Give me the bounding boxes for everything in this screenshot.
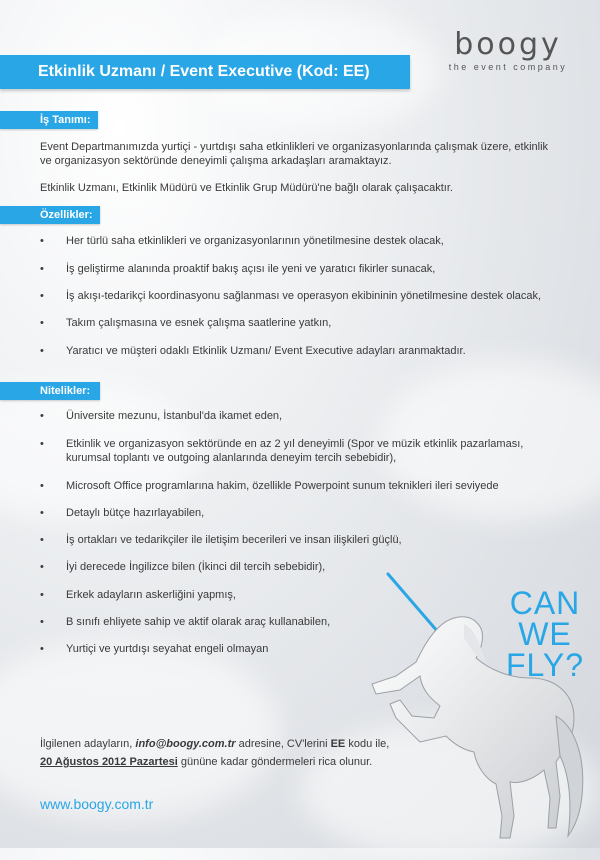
company-logo: [438, 27, 578, 72]
bullet: •: [40, 410, 44, 422]
contact-email-link[interactable]: info@boogy.com.tr: [135, 738, 236, 750]
bullet: •: [40, 438, 44, 450]
list-item-text: Microsoft Office programlarına hakim, özellikle Powerpoint sunum teknikleri ileri seviyede: [66, 480, 499, 492]
list-item-text: Detaylı bütçe hazırlayabilen,: [66, 507, 205, 519]
job-title-banner: [0, 55, 410, 89]
application-instructions: [40, 737, 389, 751]
bullet: •: [40, 235, 44, 247]
bullet: •: [40, 616, 44, 628]
list-item-text: Yaratıcı ve müşteri odaklı Etkinlik Uzmanı/ Event Executive adayları aranmaktadır.: [66, 345, 466, 357]
bullet: •: [40, 643, 44, 655]
list-item-text: İyi derecede İngilizce bilen (İkinci dil tercih sebebidir),: [66, 561, 326, 573]
job-description-paragraph: Etkinlik Uzmanı, Etkinlik Müdürü ve Etkinlik Grup Müdürü'ne bağlı olarak çalışacaktır.: [40, 182, 453, 194]
list-item-text: Yurtiçi ve yurtdışı seyahat engeli olmayan: [66, 643, 269, 655]
bullet: •: [40, 561, 44, 573]
footer-text: İlgilenen adayların,: [40, 738, 136, 750]
list-item-text: Etkinlik ve organizasyon sektöründe en az 2 yıl deneyimli (Spor ve müzik etkinlik pazarlaması, kurumsal toplantı ve outgoing alanlarında deneyim tercih sebebidir),: [66, 438, 524, 464]
bullet: •: [40, 507, 44, 519]
bullet: •: [40, 263, 44, 275]
footer-text: adresine, CV'lerini: [235, 738, 331, 750]
list-item-text: Erkek adayların askerliğini yapmış,: [66, 589, 236, 601]
list-item-text: Her türlü saha etkinlikleri ve organizasyonlarının yönetilmesine destek olacak,: [66, 235, 444, 247]
list-item-text: Üniversite mezunu, İstanbul'da ikamet eden,: [66, 410, 283, 422]
job-description-paragraph: Event Departmanımızda yurtiçi - yurtdışı saha etkinlikleri ve organizasyonlarında çalışmak üzere, etkinlik ve organizasyon sektöründe deneyimli çalışma arkadaşları aramaktayız.: [40, 141, 549, 167]
bullet: •: [40, 589, 44, 601]
cloud-decoration: [0, 640, 280, 820]
section-heading: İş Tanımı:: [40, 114, 91, 126]
section-tag-job-description: [0, 111, 98, 129]
list-item-text: İş akışı-tedarikçi koordinasyonu sağlanması ve operasyon ekibininin yönetilmesine destek olacak,: [66, 290, 542, 302]
slogan-line: CAN: [509, 585, 581, 621]
footer-text: gününe kadar göndermeleri rica olunur.: [177, 756, 373, 768]
bullet: •: [40, 480, 44, 492]
section-tag-qualifications: [0, 382, 100, 400]
section-heading: Nitelikler:: [40, 385, 91, 397]
website-link[interactable]: www.boogy.com.tr: [40, 796, 154, 812]
logo-tagline: the event company: [448, 62, 568, 72]
bullet: •: [40, 290, 44, 302]
logo-wordmark: boogy: [454, 27, 562, 62]
list-item-text: İş ortakları ve tedarikçiler ile iletişim becerileri ve insan ilişkileri güçlü,: [66, 534, 402, 546]
footer-text: kodu ile,: [345, 738, 390, 750]
list-item-text: İş geliştirme alanında proaktif bakış açısı ile yeni ve yaratıcı fikirler sunacak,: [66, 263, 436, 275]
bullet: •: [40, 317, 44, 329]
bullet: •: [40, 345, 44, 357]
job-title: Etkinlik Uzmanı / Event Executive (Kod: EE): [38, 63, 370, 80]
deadline-date: 20 Ağustos 2012 Pazartesi: [40, 756, 178, 768]
list-item-text: B sınıfı ehliyete sahip ve aktif olarak araç kullanabilen,: [66, 616, 331, 628]
section-heading: Özellikler:: [40, 209, 93, 221]
section-tag-features: [0, 206, 100, 224]
slogan-line: FLY?: [505, 647, 585, 683]
job-code: EE: [330, 738, 346, 750]
list-item-text: Takım çalışmasına ve esnek çalışma saatlerine yatkın,: [66, 317, 332, 329]
unicorn-illustration: [360, 566, 595, 846]
bullet: •: [40, 534, 44, 546]
application-deadline: [40, 755, 372, 769]
slogan-line: WE: [518, 616, 572, 652]
